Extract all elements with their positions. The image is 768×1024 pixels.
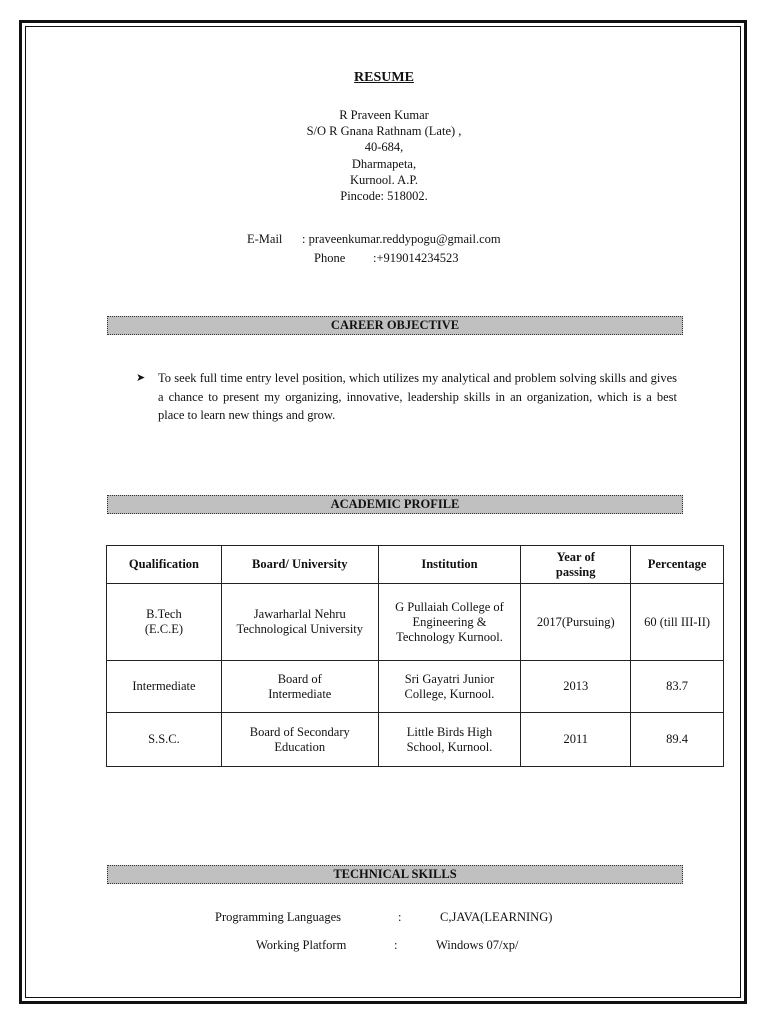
table-cell: B.Tech (E.C.E) (107, 584, 222, 661)
phone-label: Phone (314, 251, 346, 265)
column-header: Board/ University (221, 546, 378, 584)
column-header: Institution (378, 546, 521, 584)
address-line: Kurnool. A.P. (349, 172, 419, 187)
table-cell: 89.4 (631, 713, 724, 767)
academic-table (106, 545, 724, 767)
table-row (107, 584, 724, 661)
skill-value: Windows 07/xp/ (436, 938, 519, 952)
table-cell: Sri Gayatri Junior College, Kurnool. (378, 661, 521, 713)
table-header-row (107, 546, 724, 584)
table-row (107, 661, 724, 713)
column-header: Percentage (631, 546, 724, 584)
table-cell: S.S.C. (107, 713, 222, 767)
table-cell: Little Birds High School, Kurnool. (378, 713, 521, 767)
address-line: S/O R Gnana Rathnam (Late) , (306, 124, 462, 139)
address-line: Pincode: 518002. (340, 189, 428, 204)
career-objective-heading: CAREER OBJECTIVE (107, 316, 683, 335)
table-cell: G Pullaiah College of Engineering & Technology Kurnool. (378, 584, 521, 661)
skill-label: Programming Languages (215, 910, 342, 924)
address-line: 40-684, (364, 140, 404, 155)
skill-separator: : (394, 938, 398, 952)
table-cell: 60 (till III-II) (631, 584, 724, 661)
address-line: Dharmapeta, (351, 156, 417, 171)
technical-skills-heading: TECHNICAL SKILLS (107, 865, 683, 884)
address-line: R Praveen Kumar (339, 108, 429, 122)
objective-item (136, 369, 677, 425)
skill-value: C,JAVA(LEARNING) (440, 910, 553, 924)
table-cell: Board of Secondary Education (221, 713, 378, 767)
arrow-bullet-icon: ➤ (136, 372, 146, 384)
table-cell: Intermediate (107, 661, 222, 713)
table-cell: Jawarharlal Nehru Technological University (221, 584, 378, 661)
address-block (0, 107, 768, 204)
skill-label: Working Platform (256, 938, 347, 952)
email-value: : praveenkumar.reddypogu@gmail.com (302, 232, 501, 246)
column-header: Year of passing (521, 546, 631, 584)
skill-separator: : (398, 910, 402, 924)
phone-value: :+919014234523 (373, 251, 459, 265)
table-row (107, 713, 724, 767)
academic-profile-heading: ACADEMIC PROFILE (107, 495, 683, 514)
table-cell: 2011 (521, 713, 631, 767)
email-label: E-Mail (247, 232, 283, 246)
objective-text: To seek full time entry level position, which utilizes my analytical and problem solving skills and gives a chance to present my organizing, innovative, leadership skills in an organization, which is a best place to learn new things and grow. (158, 371, 677, 422)
table-cell: 2013 (521, 661, 631, 713)
resume-title: RESUME (354, 70, 414, 85)
table-cell: 83.7 (631, 661, 724, 713)
column-header: Qualification (107, 546, 222, 584)
table-cell: 2017(Pursuing) (521, 584, 631, 661)
table-cell: Board of Intermediate (221, 661, 378, 713)
